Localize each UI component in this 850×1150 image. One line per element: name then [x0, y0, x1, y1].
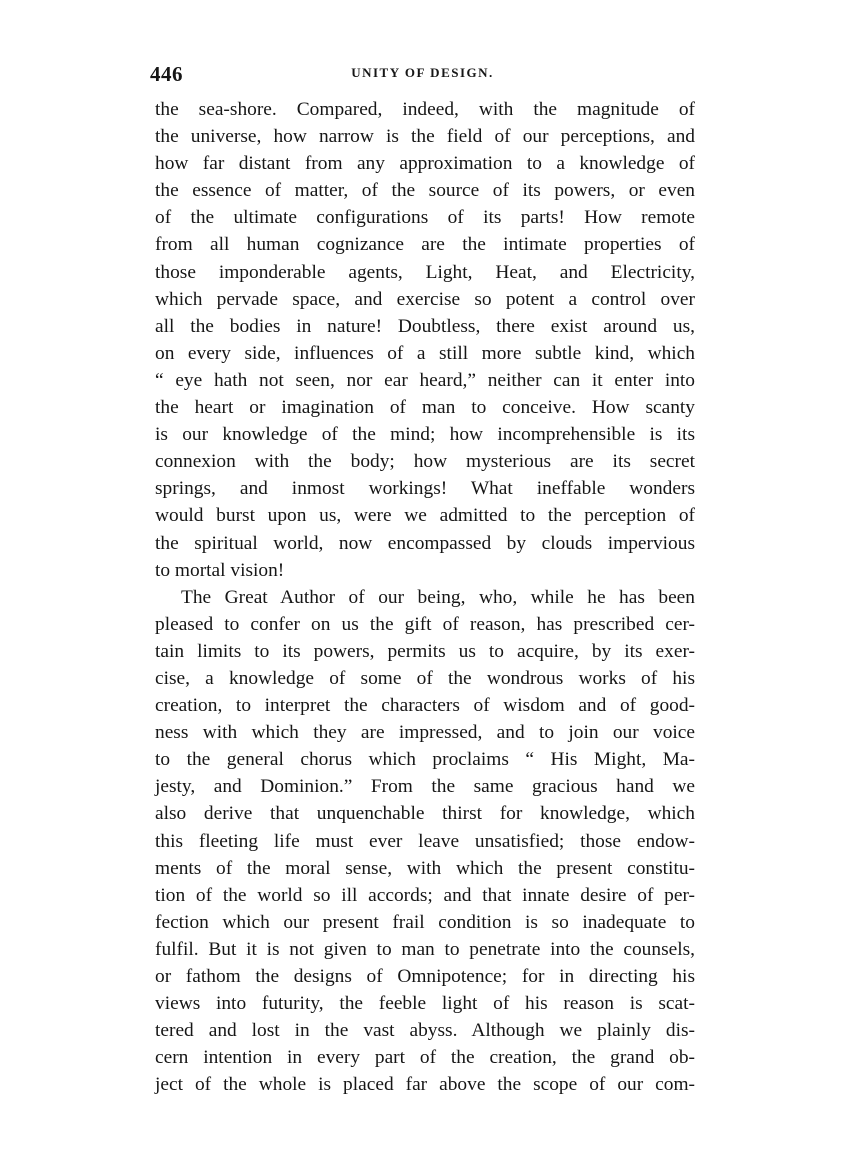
text-line: the sea-shore. Compared, indeed, with the magnitude of — [155, 99, 695, 120]
text-line: from all human cognizance are the intimate properties of — [155, 234, 695, 256]
body-text — [155, 96, 695, 1098]
text-line: would burst upon us, were we admitted to the perception of — [155, 505, 695, 527]
text-line: creation, to interpret the characters of wisdom and of good- — [155, 695, 695, 717]
text-line: this fleeting life must ever leave unsatisfied; those endow- — [155, 830, 695, 852]
text-line: on every side, influences of a still more subtle kind, which — [155, 342, 695, 364]
text-line: to mortal vision! — [155, 559, 285, 581]
text-line: cise, a knowledge of some of the wondrous works of his — [155, 667, 695, 689]
text-line: connexion with the body; how mysterious are its secret — [155, 451, 695, 473]
text-line: fulfil. But it is not given to man to penetrate into the counsels, — [155, 938, 695, 960]
text-line: to the general chorus which proclaims “ His Might, Ma- — [155, 749, 695, 771]
text-line: those imponderable agents, Light, Heat, and Electricity, — [155, 261, 695, 283]
text-line: or fathom the designs of Omnipotence; for in directing his — [155, 966, 695, 987]
text-line: tion of the world so ill accords; and that innate desire of per- — [155, 884, 695, 906]
paragraph — [155, 96, 695, 584]
text-line: tain limits to its powers, permits us to acquire, by its exer- — [155, 640, 695, 662]
text-line: pleased to confer on us the gift of reason, has prescribed cer- — [155, 613, 695, 635]
text-line: springs, and inmost workings! What ineffable wonders — [155, 478, 695, 500]
text-line: the essence of matter, of the source of its powers, or even — [155, 180, 695, 202]
text-line: cern intention in every part of the creation, the grand ob- — [155, 1047, 695, 1069]
page-number: 446 — [150, 62, 183, 86]
text-line: the spiritual world, now encompassed by clouds impervious — [155, 532, 695, 554]
text-line: which pervade space, and exercise so potent a control over — [155, 288, 695, 310]
text-line: how far distant from any approximation to a knowledge of — [155, 153, 695, 175]
text-line: views into futurity, the feeble light of his reason is scat- — [155, 993, 695, 1015]
text-line: is our knowledge of the mind; how incomprehensible is its — [155, 424, 695, 446]
text-line: fection which our present frail condition is so inadequate to — [155, 911, 695, 933]
text-line: all the bodies in nature! Doubtless, there exist around us, — [155, 315, 695, 337]
text-line: also derive that unquenchable thirst for knowledge, which — [155, 803, 695, 825]
running-head — [150, 62, 695, 88]
text-line: tered and lost in the vast abyss. Although we plainly dis- — [155, 1020, 695, 1042]
text-line: the heart or imagination of man to conceive. How scanty — [155, 397, 695, 419]
text-line: The Great Author of our being, who, while he has been — [181, 586, 695, 608]
text-line: ject of the whole is placed far above the scope of our com- — [155, 1074, 695, 1096]
text-line: jesty, and Dominion.” From the same gracious hand we — [155, 776, 695, 798]
text-line: ness with which they are impressed, and to join our voice — [155, 722, 695, 744]
paragraph — [155, 584, 695, 1099]
text-line: “ eye hath not seen, nor ear heard,” neither can it enter into — [155, 369, 695, 391]
text-line: ments of the moral sense, with which the present constitu- — [155, 857, 695, 879]
text-line: of the ultimate configurations of its parts! How remote — [155, 207, 695, 229]
text-line: the universe, how narrow is the field of our perceptions, and — [155, 126, 695, 148]
running-title: UNITY OF DESIGN. — [351, 65, 494, 80]
